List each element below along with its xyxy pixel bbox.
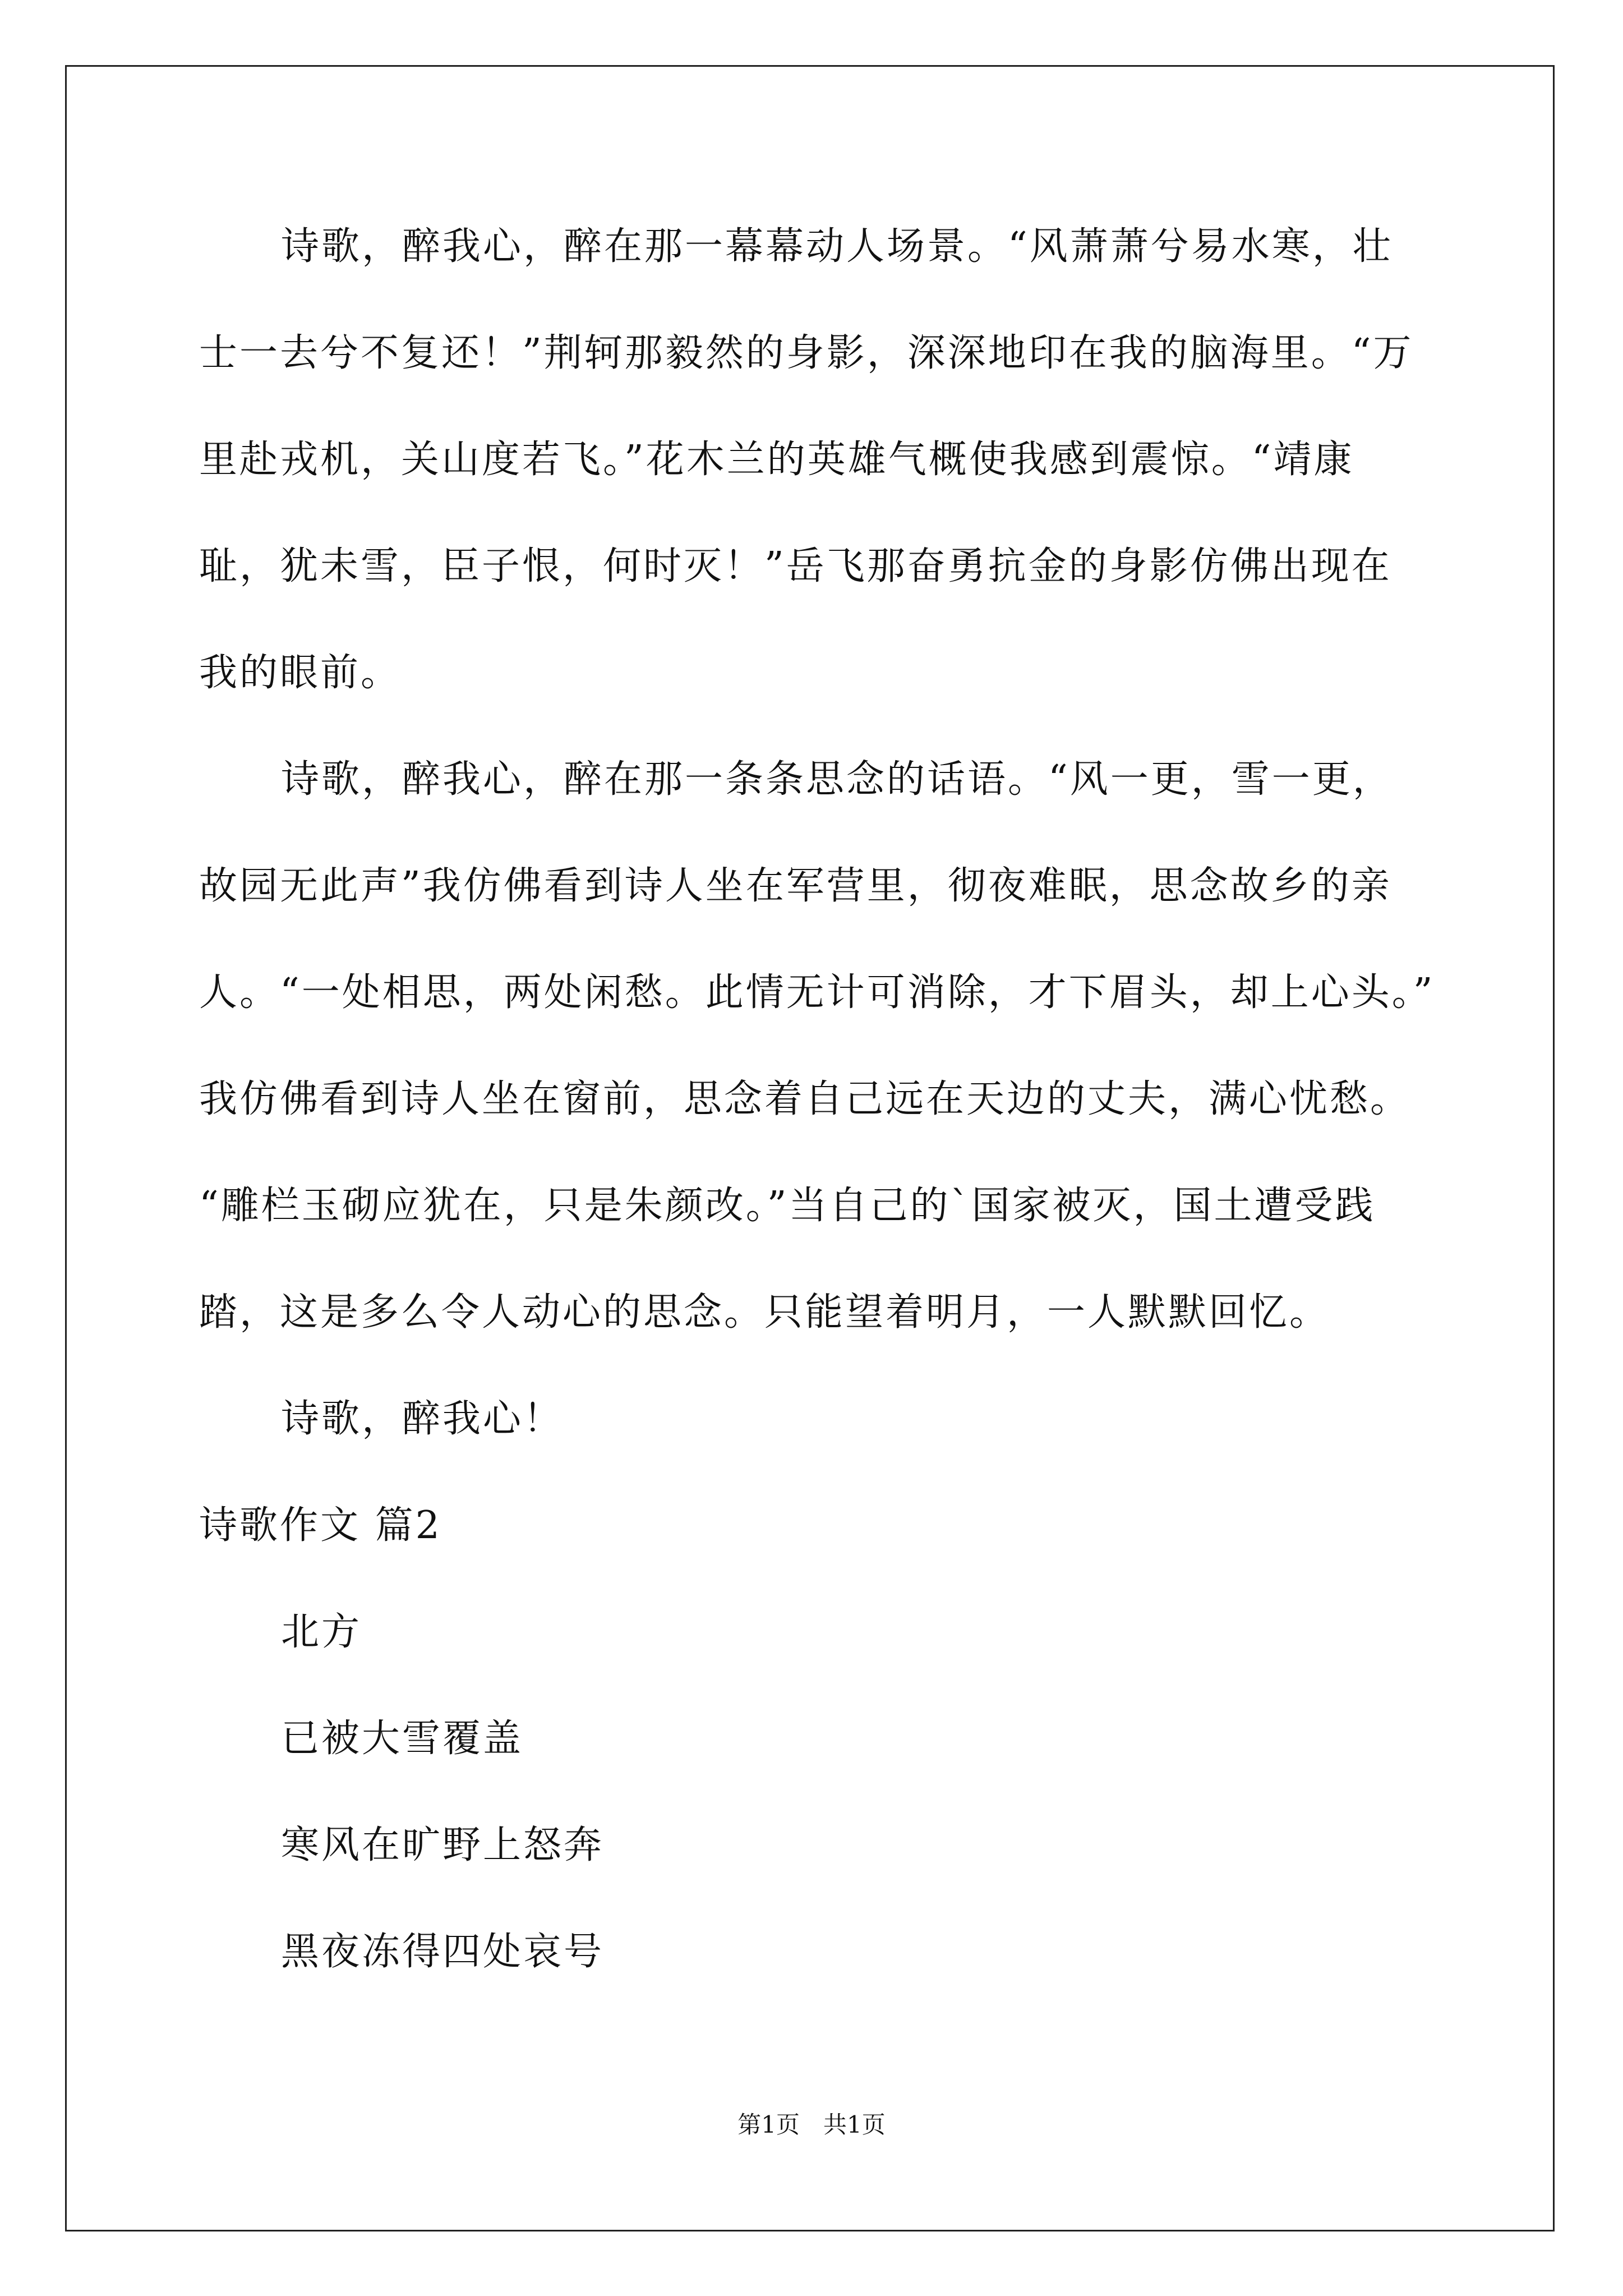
- paragraph-1-line-4: 耻，犹未雪，臣子恨，何时灭！”岳飞那奋勇抗金的身影仿佛出现在: [199, 544, 1392, 588]
- paragraph-1-line-5: 我的眼前。: [199, 651, 402, 695]
- paragraph-3: 诗歌，醉我心！: [281, 1397, 564, 1441]
- paragraph-1-line-2: 士一去兮不复还！”荆轲那毅然的身影，深深地印在我的脑海里。“万: [199, 331, 1414, 375]
- paragraph-2-line-4: 我仿佛看到诗人坐在窗前，思念着自己远在天边的丈夫，满心忧愁。: [199, 1077, 1411, 1121]
- section-heading: 诗歌作文 篇2: [199, 1503, 442, 1548]
- paragraph-1-line-3: 里赴戎机，关山度若飞。”花木兰的英雄气概使我感到震惊。“靖康: [199, 438, 1354, 482]
- poem-line-2: 已被大雪覆盖: [281, 1717, 524, 1761]
- paragraph-1-line-1: 诗歌，醉我心，醉在那一幕幕动人场景。“风萧萧兮易水寒，壮: [281, 224, 1393, 269]
- paragraph-2-line-6: 踏，这是多么令人动心的思念。只能望着明月，一人默默回忆。: [199, 1290, 1330, 1335]
- poem-line-4: 黑夜冻得四处哀号: [281, 1930, 605, 1974]
- paragraph-2-line-1: 诗歌，醉我心，醉在那一条条思念的话语。“风一更，雪一更，: [281, 757, 1393, 802]
- paragraph-2-line-3: 人。“一处相思，两处闲愁。此情无计可消除，才下眉头，却上心头。”: [199, 970, 1435, 1015]
- poem-line-3: 寒风在旷野上怒奔: [281, 1823, 605, 1867]
- page-number-footer: 第1页 共1页: [737, 2111, 886, 2138]
- paragraph-2-line-5: “雕栏玉砌应犹在，只是朱颜改。”当自己的`国家被灭，国土遭受践: [199, 1184, 1376, 1228]
- poem-line-1: 北方: [281, 1610, 362, 1654]
- page-border: [65, 65, 1555, 2231]
- paragraph-2-line-2: 故园无此声”我仿佛看到诗人坐在军营里，彻夜难眠，思念故乡的亲: [199, 864, 1392, 908]
